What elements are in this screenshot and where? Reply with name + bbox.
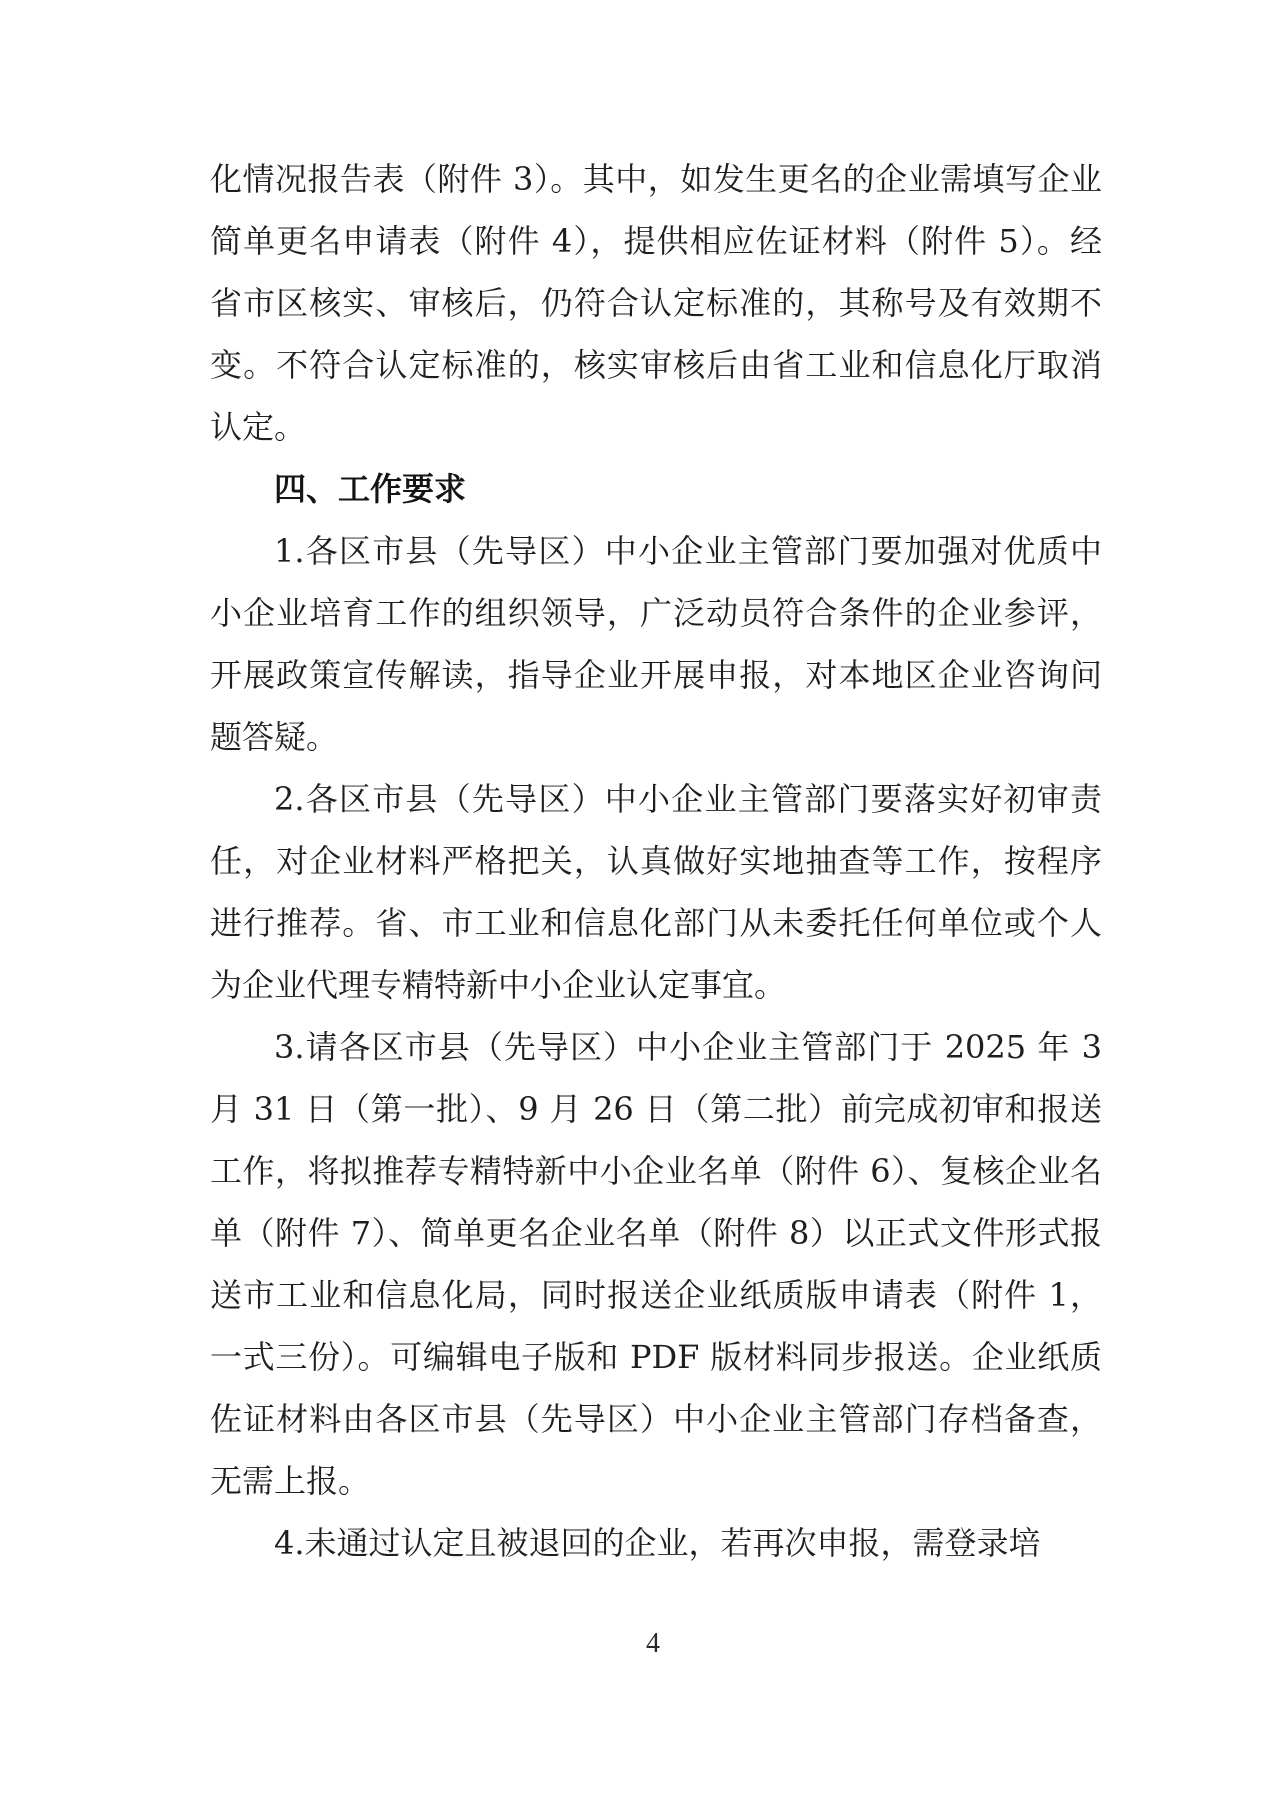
- paragraph-requirement-2: 2.各区市县（先导区）中小企业主管部门要落实好初审责任，对企业材料严格把关，认真做好实地抽查等工作，按程序进行推荐。省、市工业和信息化部门从未委托任何单位或个人为企业代理专精特新中小企业认定事宜。: [210, 780, 1102, 1004]
- paragraph-requirement-1: 1.各区市县（先导区）中小企业主管部门要加强对优质中小企业培育工作的组织领导，广泛动员符合条件的企业参评，开展政策宣传解读，指导企业开展申报，对本地区企业咨询问题答疑。: [210, 532, 1102, 756]
- page-number: 4: [646, 1628, 660, 1659]
- paragraph-continuation: 化情况报告表（附件 3）。其中，如发生更名的企业需填写企业简单更名申请表（附件 4），提供相应佐证材料（附件 5）。经省市区核实、审核后，仍符合认定标准的，其称号及有效期不变。不符合认定标准的，核实审核后由省工业和信息化厅取消认定。: [210, 160, 1102, 446]
- paragraph-requirement-3: 3.请各区市县（先导区）中小企业主管部门于 2025 年 3 月 31 日（第一批）、9 月 26 日（第二批）前完成初审和报送工作，将拟推荐专精特新中小企业名单（附件 6）、复核企业名单（附件 7）、简单更名企业名单（附件 8）以正式文件形式报送市工业和信息化局，同时报送企业纸质版申请表（附件 1，一式三份）。可编辑电子版和 PDF 版材料同步报送。企业纸质佐证材料由各区市县（先导区）中小企业主管部门存档备查，无需上报。: [210, 1028, 1102, 1500]
- document-body: [210, 148, 1102, 1574]
- paragraph-requirement-4: 4.未通过认定且被退回的企业，若再次申报，需登录培: [274, 1524, 1041, 1562]
- section-heading: 四、工作要求: [274, 470, 467, 508]
